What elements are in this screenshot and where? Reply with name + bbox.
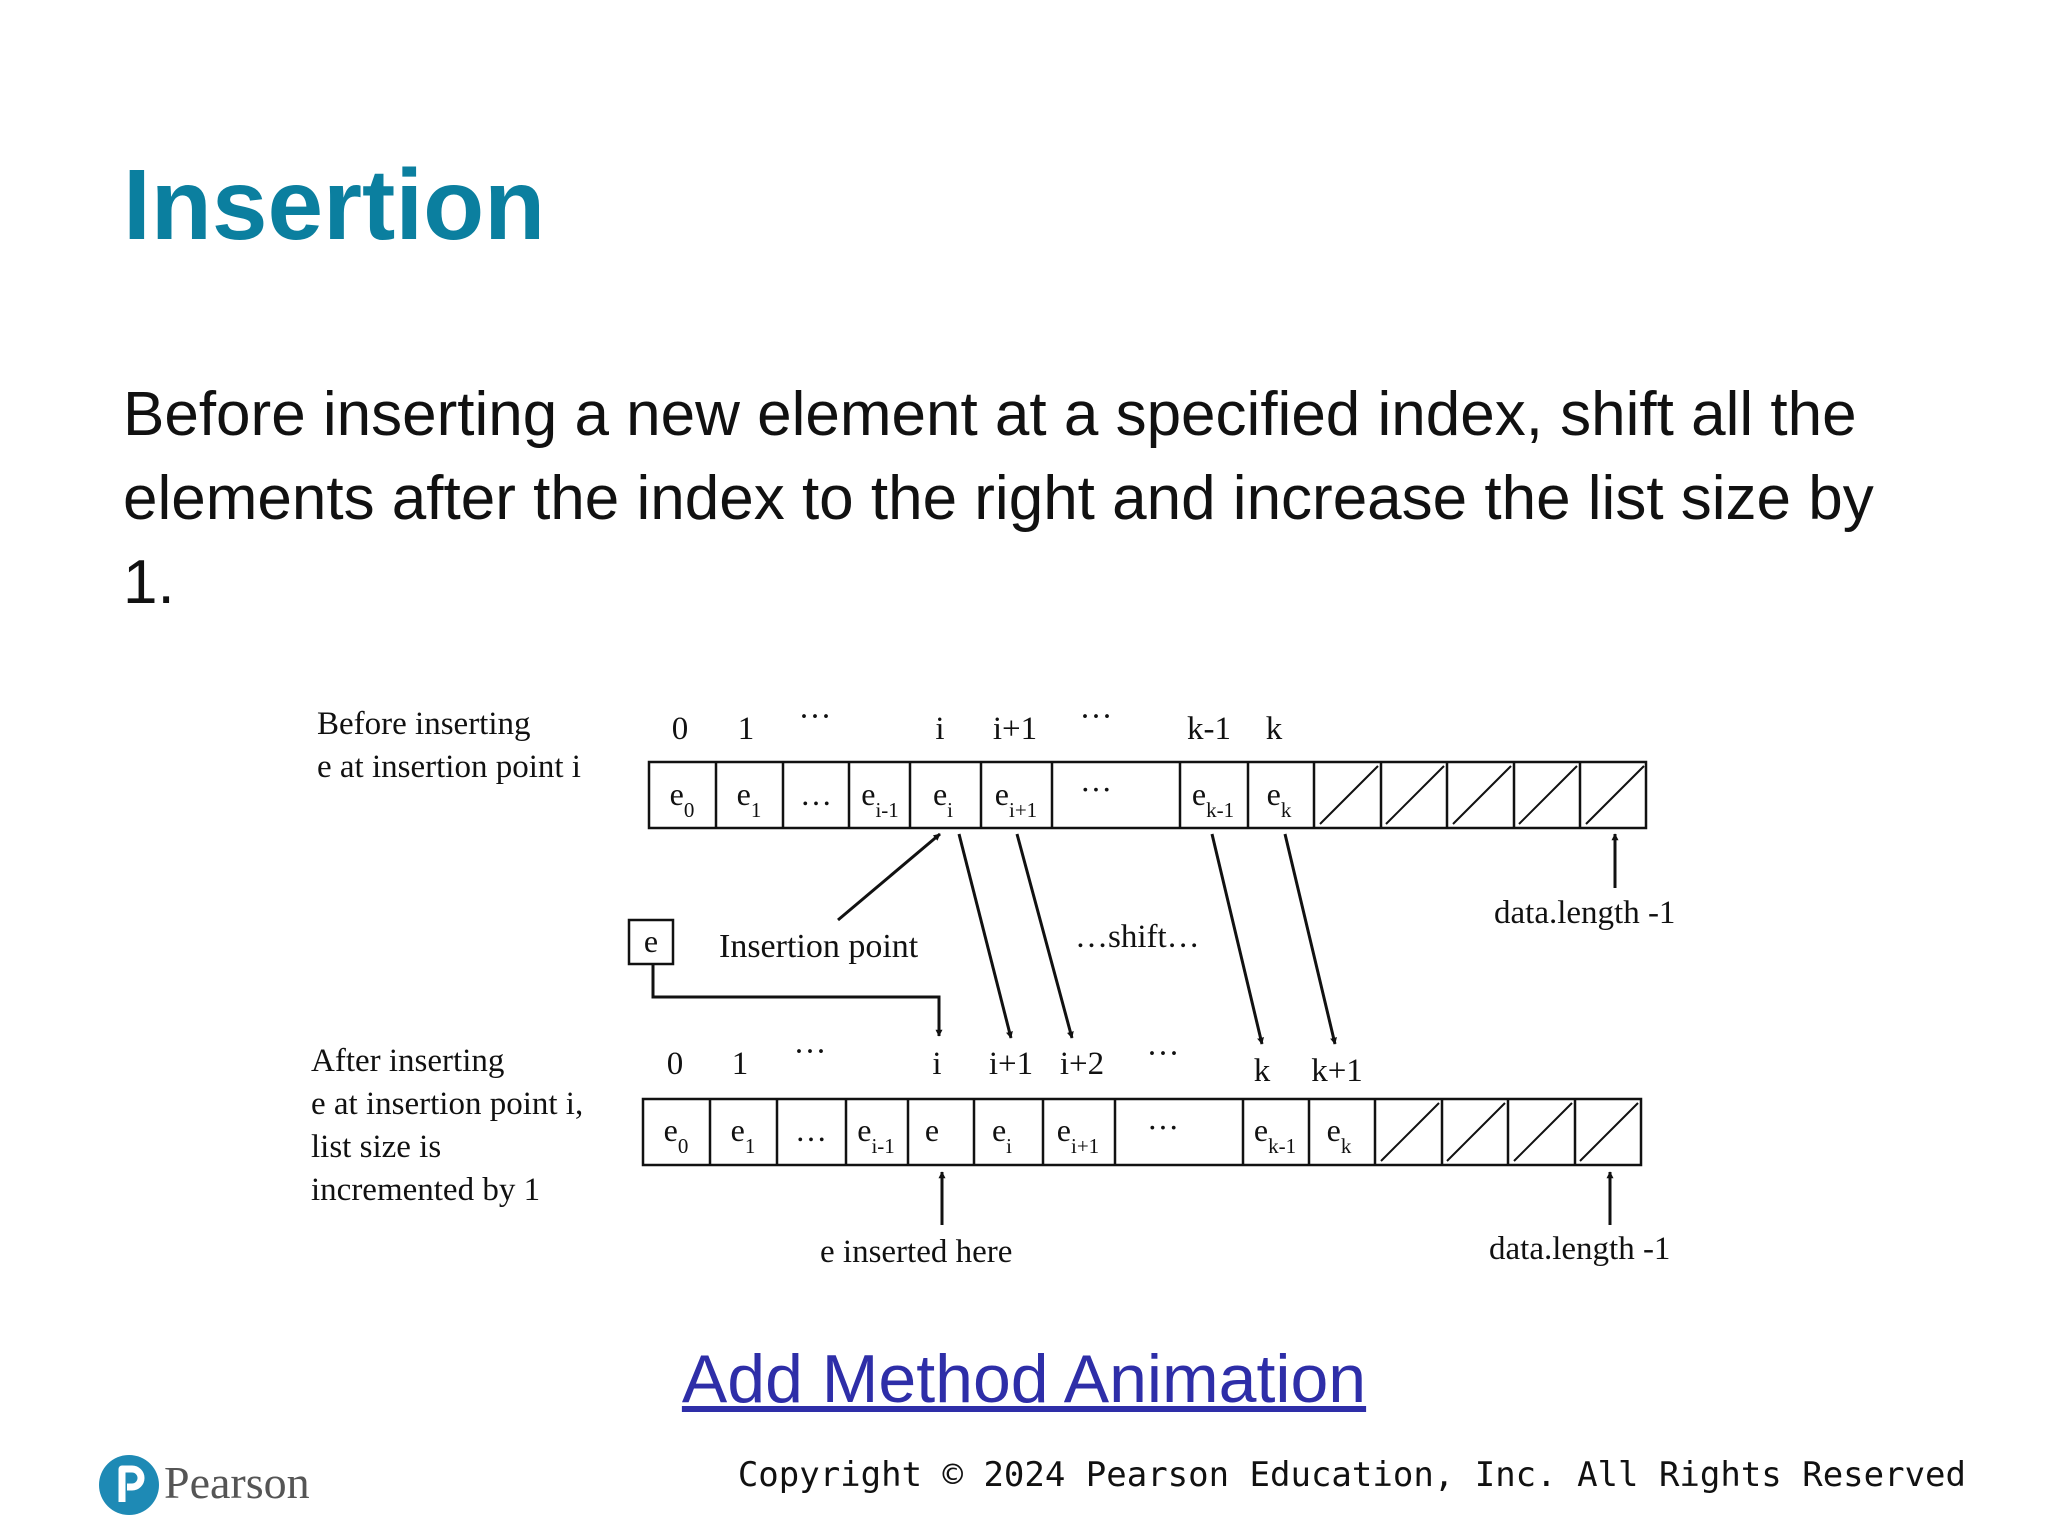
after-label-line-1: After inserting [311,1043,505,1079]
after-cell-ei-plus-1: $e_{i+1}$ [1056,1112,1100,1158]
before-cell-ellipsis: ··· [1080,771,1112,807]
after-cell-ei: $e_i$ [991,1112,1013,1158]
pearson-p-logo-icon [98,1454,160,1516]
before-cell-ek: $e_k$ [1266,776,1292,822]
after-cell-ek: $e_k$ [1326,1112,1352,1158]
after-cell-ellipsis: ··· [1147,1109,1179,1145]
copyright-text: Copyright © 2024 Pearson Education, Inc. All Rights Reserved [737,1455,1966,1495]
shift-arrow [1285,834,1335,1044]
before-label-line-2: e at insertion point i [317,749,581,785]
after-label-line-4: incremented by 1 [311,1172,541,1208]
pearson-logo [98,1450,318,1520]
before-index-label: k [1265,711,1283,747]
after-cell-e-inserted: e [924,1112,940,1148]
after-cell-ellipsis: … [795,1112,827,1148]
after-cell-ek-minus-1: $e_{k-1}$ [1253,1112,1297,1158]
after-index-label: ··· [1146,1036,1180,1072]
add-method-animation-link[interactable]: Add Method Animation [681,1341,1367,1417]
after-index-label: i [932,1046,942,1082]
slide-body-text: Before inserting a new element at a specified index, shift all the elements after the index to the right and increase the list size by 1. [123,380,1874,617]
before-index-label: 1 [737,711,755,747]
after-index-label: 1 [731,1046,749,1082]
shift-arrow [959,834,1011,1038]
before-label-line-1: Before inserting [317,706,531,742]
after-cell-ei-minus-1: $e_{i-1}$ [857,1112,895,1158]
data-length-label-bottom: data.length -1 [1489,1231,1671,1267]
before-cell-ellipsis: … [800,776,832,812]
new-element-arrow [653,964,939,1036]
insertion-point-label: Insertion point [719,928,919,965]
insertion-point-arrow [838,834,940,920]
inserted-here-label: e inserted here [820,1234,1013,1270]
before-cell-e0: $e_0$ [669,776,695,822]
data-length-label-top: data.length -1 [1494,895,1676,931]
after-index-label: k+1 [1311,1053,1363,1089]
before-index-label: k-1 [1187,711,1231,747]
after-index-label: ··· [793,1034,827,1070]
shift-label: …shift… [1075,919,1200,955]
before-index-label: 0 [671,711,689,747]
new-element-label: e [643,923,659,959]
before-cell-ei-minus-1: $e_{i-1}$ [861,776,899,822]
shift-arrow [1017,834,1072,1038]
slide-title: Insertion [123,149,546,261]
after-label-line-2: e at insertion point i, [311,1086,584,1122]
after-cell-e1: $e_1$ [730,1112,756,1158]
after-index-label: i+2 [1059,1046,1105,1082]
shift-arrow [1212,834,1262,1044]
before-cell-ei-plus-1: $e_{i+1}$ [994,776,1038,822]
before-cell-ei: $e_i$ [932,776,954,822]
before-cell-ek-minus-1: $e_{k-1}$ [1191,776,1235,822]
before-array [649,762,1646,828]
pearson-logo-text: Pearson [164,1457,310,1508]
after-label-line-3: list size is [311,1129,442,1165]
before-index-label: ··· [1079,699,1113,735]
after-index-label: 0 [666,1046,684,1082]
before-index-label: i [935,711,945,747]
before-index-label: ··· [798,699,832,735]
after-index-label: i+1 [988,1046,1034,1082]
before-cell-e1: $e_1$ [736,776,762,822]
after-index-label: k [1253,1053,1271,1089]
after-cell-e0: $e_0$ [663,1112,689,1158]
after-array [643,1099,1641,1165]
before-index-label: i+1 [992,711,1038,747]
